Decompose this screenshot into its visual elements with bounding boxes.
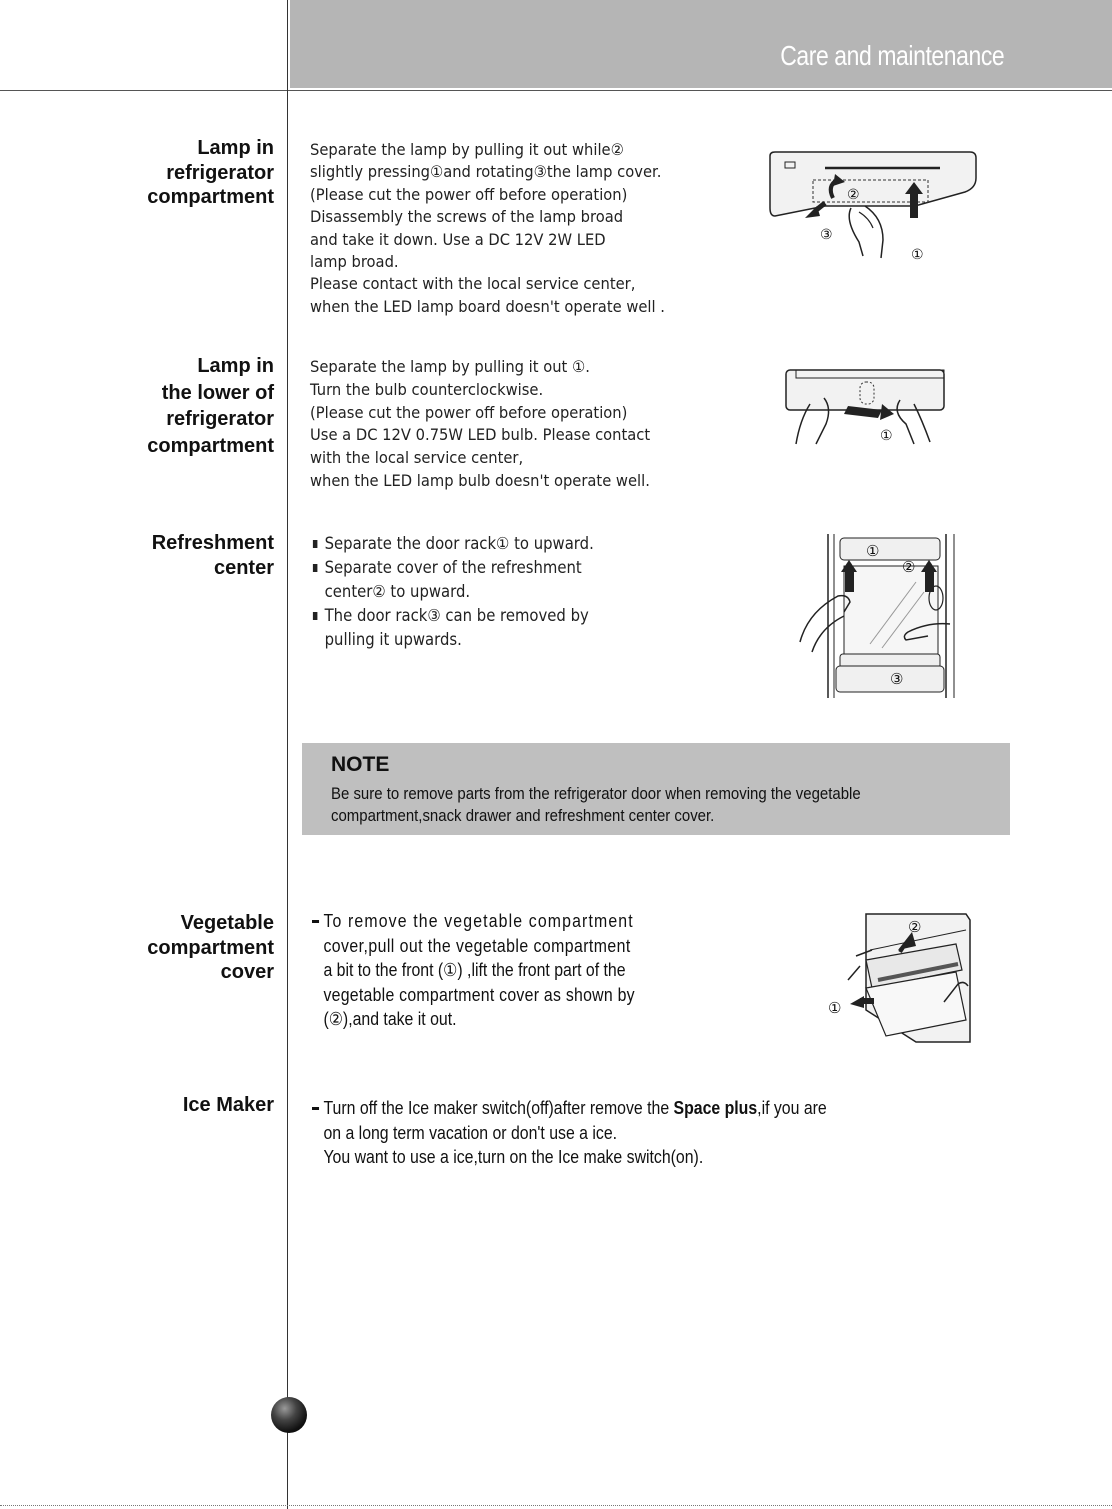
body-line: vegetable compartment cover as shown by xyxy=(323,984,635,1005)
body-line: a bit to the front (①) ,lift the front part of the xyxy=(323,960,626,980)
body-line: when the LED lamp bulb doesn't operate well. xyxy=(310,470,650,490)
body-line: lamp broad. xyxy=(310,252,399,272)
mark-3: ③ xyxy=(820,226,833,242)
heading-line: cover xyxy=(220,961,274,983)
body-line: slightly pressing①and rotating③the lamp cover. xyxy=(310,162,662,182)
body-line: on a long term vacation or don't use a ice. xyxy=(323,1122,618,1143)
text-run: Turn off the Ice maker switch(off)after remove the xyxy=(323,1098,674,1118)
mark-2: ② xyxy=(908,919,922,936)
list-refreshment xyxy=(312,532,594,652)
body-line: when the LED lamp board doesn't operate well . xyxy=(310,296,665,316)
mark-1: ① xyxy=(880,427,893,443)
heading-refreshment xyxy=(152,531,274,580)
note-box xyxy=(302,743,1010,835)
body-line: cover,pull out the vegetable compartment xyxy=(323,935,631,956)
mark-2: ② xyxy=(902,559,916,576)
body-line: Please contact with the local service center, xyxy=(310,274,636,294)
body-line xyxy=(312,1096,827,1121)
heading-lamp-lower xyxy=(147,353,274,459)
heading-lamp-refrigerator xyxy=(147,136,274,210)
body-line: with the local service center, xyxy=(310,448,524,468)
heading-line: Refreshment xyxy=(151,532,274,554)
heading-line: Lamp in xyxy=(197,137,274,159)
text-lamp-refrigerator xyxy=(310,139,665,318)
body-line: Turn the bulb counterclockwise. xyxy=(310,379,544,399)
heading-vegetable xyxy=(147,911,274,985)
body-line: Separate the lamp by pulling it out ①. xyxy=(310,357,590,376)
body-line: Disassembly the screws of the lamp broad xyxy=(310,207,624,227)
mark-3: ③ xyxy=(890,671,904,688)
list-item-continued: pulling it upwards. xyxy=(324,630,462,649)
space-plus-label: Space plus xyxy=(673,1098,758,1118)
heading-line: compartment xyxy=(147,186,274,208)
body-line: (Please cut the power off before operation) xyxy=(310,184,628,204)
margin-rule xyxy=(287,0,288,1509)
refreshment-center-illustration xyxy=(798,532,962,700)
lamp-cover-illustration xyxy=(765,148,980,266)
list-item: The door rack③ can be removed by xyxy=(312,604,594,628)
note-title: NOTE xyxy=(331,753,390,776)
text-run: ,if you are xyxy=(757,1098,827,1118)
body-line: You want to use a ice,turn on the Ice make switch(on). xyxy=(323,1147,704,1167)
body-line: To remove the vegetable compartment xyxy=(312,909,635,934)
heading-line: the lower of xyxy=(161,381,274,404)
header-divider xyxy=(0,90,1112,91)
heading-line: refrigerator xyxy=(166,161,274,184)
text-lamp-lower xyxy=(310,356,650,493)
heading-line: Vegetable xyxy=(180,912,274,934)
heading-line: compartment xyxy=(147,434,274,457)
header-band xyxy=(290,0,1112,88)
heading-ice-maker xyxy=(183,1093,274,1118)
body-line: (②),and take it out. xyxy=(323,1009,457,1029)
note-body: Be sure to remove parts from the refrigerator door when removing the vegetable compartment,snack drawer and refreshment center cover. xyxy=(331,784,861,825)
mark-1: ① xyxy=(828,1000,842,1017)
heading-line: refrigerator xyxy=(166,408,274,430)
mark-2: ② xyxy=(847,186,860,202)
heading-line: Ice Maker xyxy=(182,1094,274,1116)
page-title: Care and maintenance xyxy=(779,40,1004,71)
lower-lamp-illustration xyxy=(782,364,950,450)
page-marker-dot xyxy=(271,1397,307,1433)
list-item: Separate the door rack① to upward. xyxy=(312,532,594,556)
text-vegetable xyxy=(312,909,635,1032)
vegetable-cover-illustration xyxy=(826,910,972,1044)
bottom-dotted-rule xyxy=(0,1505,1112,1506)
mark-1: ① xyxy=(911,246,924,262)
body-line: (Please cut the power off before operation) xyxy=(310,402,628,422)
heading-line: compartment xyxy=(147,936,274,959)
list-item: Separate cover of the refreshment xyxy=(312,556,594,580)
body-line: and take it down. Use a DC 12V 2W LED xyxy=(310,229,606,249)
body-line: Use a DC 12V 0.75W LED bulb. Please contact xyxy=(310,425,651,445)
text-ice-maker xyxy=(312,1096,827,1170)
mark-1: ① xyxy=(866,543,880,560)
list-item-continued: center② to upward. xyxy=(324,582,471,601)
body-line: Separate the lamp by pulling it out while② xyxy=(310,140,624,159)
heading-line: Lamp in xyxy=(197,355,274,377)
heading-line: center xyxy=(213,556,274,579)
